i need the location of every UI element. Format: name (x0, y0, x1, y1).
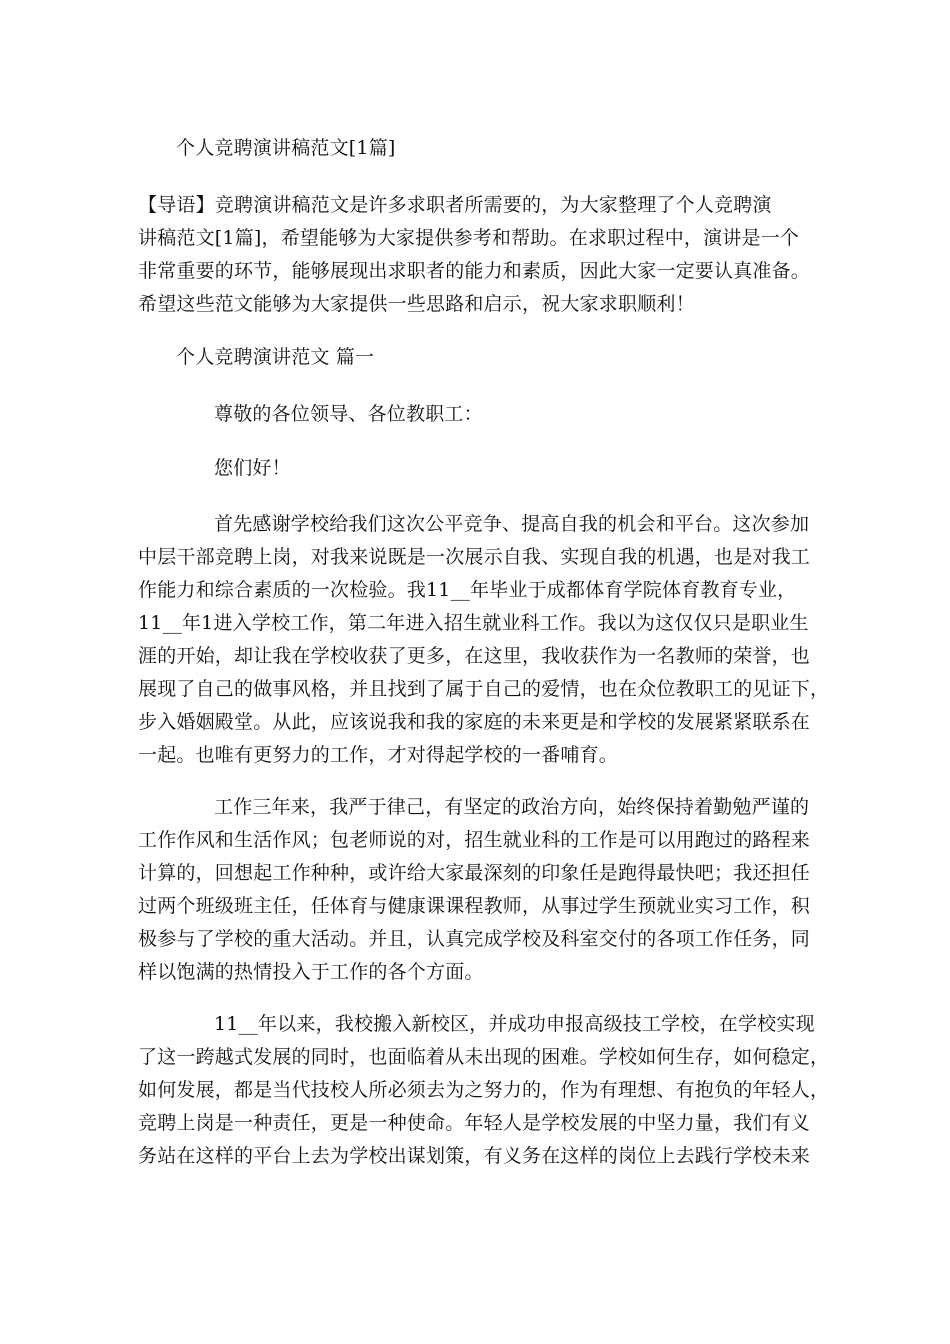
paragraph-line: 工作三年来，我严于律己，有坚定的政治方向，始终保持着勤勉严谨的 (214, 796, 810, 818)
salutation: 尊敬的各位领导、各位教职工： (214, 403, 483, 425)
paragraph-line: 中层干部竞聘上岗，对我来说既是一次展示自我、实现自我的机遇，也是对我工 (138, 546, 811, 568)
paragraph-line: 如何发展，都是当代技校人所必须去为之努力的，作为有理想、有抱负的年轻人， (138, 1079, 830, 1101)
paragraph-line: 务站在这样的平台上去为学校出谋划策，有义务在这样的岗位上去践行学校未来 (138, 1145, 811, 1167)
paragraph-line: 竞聘上岗是一种责任，更是一种使命。年轻人是学校发展的中坚力量，我们有义 (138, 1112, 811, 1134)
paragraph-line: 作能力和综合素质的一次检验。我11__年毕业于成都体育学院体育教育专业， (138, 579, 797, 601)
paragraph-line: 过两个班级班主任，任体育与健康课课程教师，从事过学生预就业实习工作，积 (138, 895, 811, 917)
greeting: 您们好！ (214, 457, 291, 479)
paragraph-line: 工作作风和生活作风；包老师说的对，招生就业科的工作是可以用跑过的路程来 (138, 829, 811, 851)
paragraph-line: 步入婚姻殿堂。从此，应该说我和我的家庭的未来更是和学校的发展紧紧联系在 (138, 711, 811, 733)
paragraph-line: 首先感谢学校给我们这次公平竞争、提高自我的机会和平台。这次参加 (214, 513, 810, 535)
paragraph-line: 极参与了学校的重大活动。并且，认真完成学校及科室交付的各项工作任务，同 (138, 928, 811, 950)
paragraph-line: 展现了自己的做事风格，并且找到了属于自己的爱情，也在众位教职工的见证下， (138, 678, 830, 700)
section-title: 个人竞聘演讲范文 篇一 (176, 346, 375, 368)
document-title: 个人竞聘演讲稿范文[1篇] (176, 137, 396, 159)
paragraph-line: 样以饱满的热情投入于工作的各个方面。 (138, 961, 484, 983)
paragraph-line: 11__年1进入学校工作，第二年进入招生就业科工作。我以为这仅仅只是职业生 (138, 612, 809, 634)
paragraph-line: 计算的，回想起工作种种，或许给大家最深刻的印象任是跑得最快吧；我还担任 (138, 862, 811, 884)
intro-line: 讲稿范文[1篇]，希望能够为大家提供参考和帮助。在求职过程中，演讲是一个 (138, 227, 800, 249)
paragraph-line: 11__年以来，我校搬入新校区，并成功申报高级技工学校，在学校实现 (214, 1013, 815, 1035)
intro-line: 希望这些范文能够为大家提供一些思路和启示，祝大家求职顺利！ (138, 293, 695, 315)
paragraph-line: 了这一跨越式发展的同时，也面临着从未出现的困难。学校如何生存，如何稳定， (138, 1046, 830, 1068)
paragraph-line: 一起。也唯有更努力的工作，才对得起学校的一番哺育。 (138, 744, 619, 766)
intro-line: 【导语】竞聘演讲稿范文是许多求职者所需要的，为大家整理了个人竞聘演 (138, 194, 772, 216)
intro-line: 非常重要的环节，能够展现出求职者的能力和素质，因此大家一定要认真准备。 (138, 260, 811, 282)
paragraph-line: 涯的开始，却让我在学校收获了更多，在这里，我收获作为一名教师的荣誉，也 (138, 645, 811, 667)
